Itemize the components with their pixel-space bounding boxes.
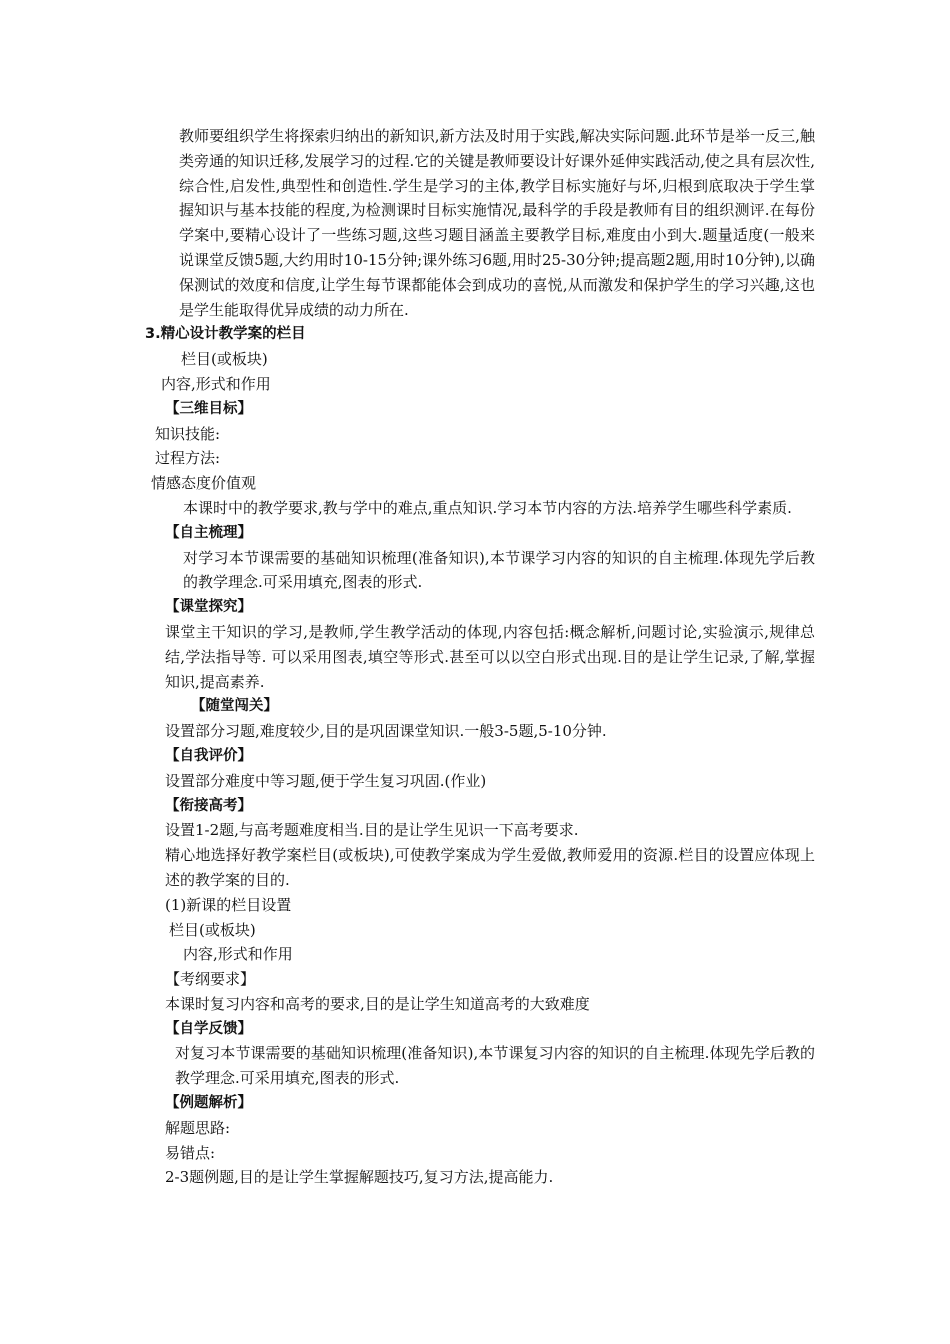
- paragraph: 设置1-2题,与高考题难度相当.目的是让学生见识一下高考要求.: [165, 821, 579, 840]
- paragraph: 栏目(或板块): [181, 350, 268, 369]
- paragraph: 对学习本节课需要的基础知识梳理(准备知识),本节课学习内容的知识的自主梳理.体现先学后教的教学理念.可采用填充,图表的形式.: [183, 548, 815, 592]
- paragraph: 2-3题例题,目的是让学生掌握解题技巧,复习方法,提高能力.: [165, 1168, 554, 1187]
- paragraph: 对复习本节课需要的基础知识梳理(准备知识),本节课复习内容的知识的自主梳理.体现先学后教的教学理念.可采用填充,图表的形式.: [175, 1044, 815, 1088]
- bracket-heading: 【自主梳理】: [165, 524, 252, 541]
- paragraph: 过程方法:: [155, 449, 221, 468]
- paragraph: 栏目(或板块): [169, 920, 256, 939]
- bracket-heading: 【自我评价】: [165, 747, 252, 764]
- paragraph: 内容,形式和作用: [161, 374, 271, 393]
- section-heading: 3.精心设计教学案的栏目: [145, 326, 306, 343]
- paragraph: 精心地选择好教学案栏目(或板块),可使教学案成为学生爱做,教师爱用的资源.栏目的设置应体现上述的教学案的目的.: [165, 846, 815, 889]
- document-body: [145, 124, 815, 1190]
- bracket-heading: 【随堂闯关】: [191, 698, 278, 715]
- paragraph: (1)新课的栏目设置: [165, 895, 292, 914]
- paragraph: 情感态度价值观: [151, 474, 257, 493]
- bracket-heading: 【例题解析】: [165, 1095, 252, 1112]
- paragraph: 内容,形式和作用: [183, 945, 293, 964]
- paragraph: 本课时复习内容和高考的要求,目的是让学生知道高考的大致难度: [165, 994, 590, 1013]
- bracket-heading: 【考纲要求】: [165, 970, 256, 989]
- paragraph: 教师要组织学生将探索归纳出的新知识,新方法及时用于实践,解决实际问题.此环节是举一反三,触类旁通的知识迁移,发展学习的过程.它的关键是教师要设计好课外延伸实践活动,使之具有层次性,综合性,启发性,典型性和创造性.学生是学习的主体,教学目标实施好与坏,归根到底取决于学生掌握知识与基本技能的程度,为检测课时目标实施情况,最科学的手段是教师有目的组织测评.在每份学案中,要精心设计了一些练习题,这些习题目涵盖主要教学目标,难度由小到大.题量适度(一般来说课堂反馈5题,大约用时10-15分钟;课外练习6题,用时25-30分钟;提高题2题,用时10分钟),以确保测试的效度和信度,让学生每节课都能体会到成功的喜悦,从而激发和保护学生的学习兴趣,这也是学生能取得优异成绩的动力所在.: [179, 127, 815, 319]
- bracket-heading: 【衔接高考】: [165, 797, 252, 814]
- paragraph: 本课时中的教学要求,教与学中的难点,重点知识.学习本节内容的方法.培养学生哪些科学素质.: [183, 498, 792, 517]
- paragraph: 设置部分难度中等习题,便于学生复习巩固.(作业): [165, 771, 487, 790]
- paragraph: 设置部分习题,难度较少,目的是巩固课堂知识.一般3-5题,5-10分钟.: [165, 722, 607, 741]
- paragraph: 知识技能:: [155, 424, 221, 443]
- paragraph: 解题思路:: [165, 1118, 231, 1137]
- bracket-heading: 【三维目标】: [165, 400, 252, 417]
- bracket-heading: 【课堂探究】: [165, 599, 252, 616]
- paragraph: 易错点:: [165, 1143, 216, 1162]
- paragraph: 课堂主干知识的学习,是教师,学生教学活动的体现,内容包括:概念解析,问题讨论,实验演示,规律总结,学法指导等. 可以采用图表,填空等形式.甚至可以以空白形式出现.目的是让学生记录,了解,掌握知识,提高素养.: [165, 622, 815, 691]
- bracket-heading: 【自学反馈】: [165, 1020, 252, 1037]
